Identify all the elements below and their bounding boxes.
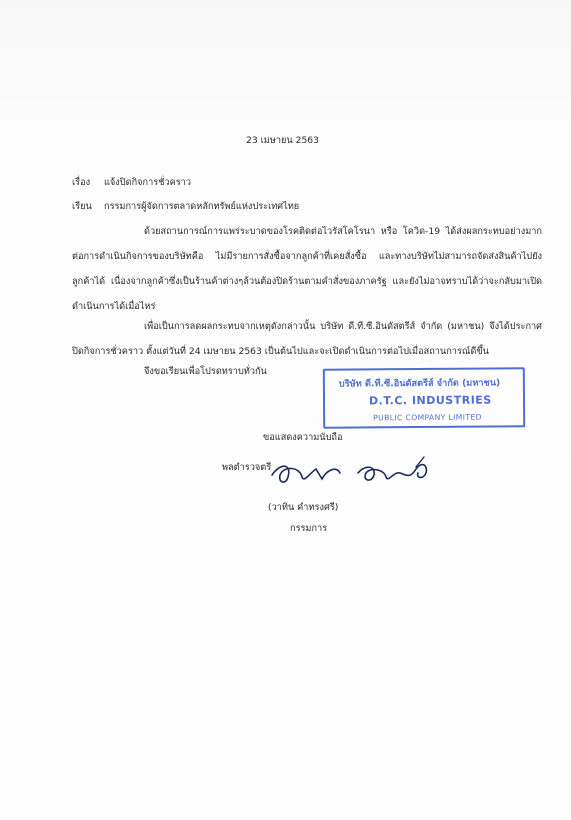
stamp-english-name: D.T.C. INDUSTRIES bbox=[368, 393, 492, 408]
recipient-text: กรรมการผู้จัดการตลาดหลักทรัพย์แห่งประเทศไทย bbox=[104, 201, 300, 212]
company-stamp bbox=[323, 367, 525, 428]
stamp-thai-name: บริษัท ดี.ที.ซี.อินดัสตรีส์ จำกัด (มหาชน) bbox=[338, 377, 501, 390]
subject-label: เรื่อง bbox=[72, 177, 91, 188]
recipient-label: เรียน bbox=[72, 201, 92, 212]
handwritten-signature bbox=[266, 455, 446, 491]
signer-role: กรรมการ bbox=[290, 523, 328, 534]
subject-text: แจ้งปิดกิจการชั่วคราว bbox=[104, 177, 191, 188]
regards-text: ขอแสดงความนับถือ bbox=[263, 432, 343, 443]
stamp-company-type: PUBLIC COMPANY LIMITED bbox=[373, 412, 482, 423]
paragraph-1: ด้วยสถานการณ์การแพร่ระบาดของโรคติดต่อไวรัสโคโรนา หรือ โควิด-19 ได้ส่งผลกระทบอย่างมากต่อการดำเนินกิจการของบริษัทคือ ไม่มีรายการสั่งซื้อจากลูกค้าที่เคยสั่งซื้อ และทางบริษัทไม่สามารถจัดส่งสินค้าไปยังลูกค้าได้ เนื่องจากลูกค้าซึ่งเป็นร้านค้าต่างๆล้วนต้องปิดร้านตามคำสั่งของภาครัฐ และยังไม่อาจทราบได้ว่าจะกลับมาเปิดดำเนินการได้เมื่อไหร่ bbox=[72, 226, 542, 312]
paragraph-2: เพื่อเป็นการลดผลกระทบจากเหตุดังกล่าวนั้น บริษัท ดี.ที.ซี.อินดัสตรีส์ จำกัด (มหาชน) จึงได้ประกาศปิดกิจการชั่วคราว ตั้งแต่วันที่ 24 เมษายน 2563 เป็นต้นไปและจะเปิดดำเนินการต่อไปเมื่อสถานการณ์ดีขึ้น bbox=[72, 321, 542, 357]
closing-line: จึงขอเรียนเพื่อโปรดทราบทั่วกัน bbox=[144, 366, 267, 377]
signer-title: พลตำรวจตรี bbox=[222, 462, 272, 473]
letter-date: 23 เมษายน 2563 bbox=[246, 135, 319, 146]
signer-name: (วาทิน คำทรงศรี) bbox=[268, 502, 339, 513]
